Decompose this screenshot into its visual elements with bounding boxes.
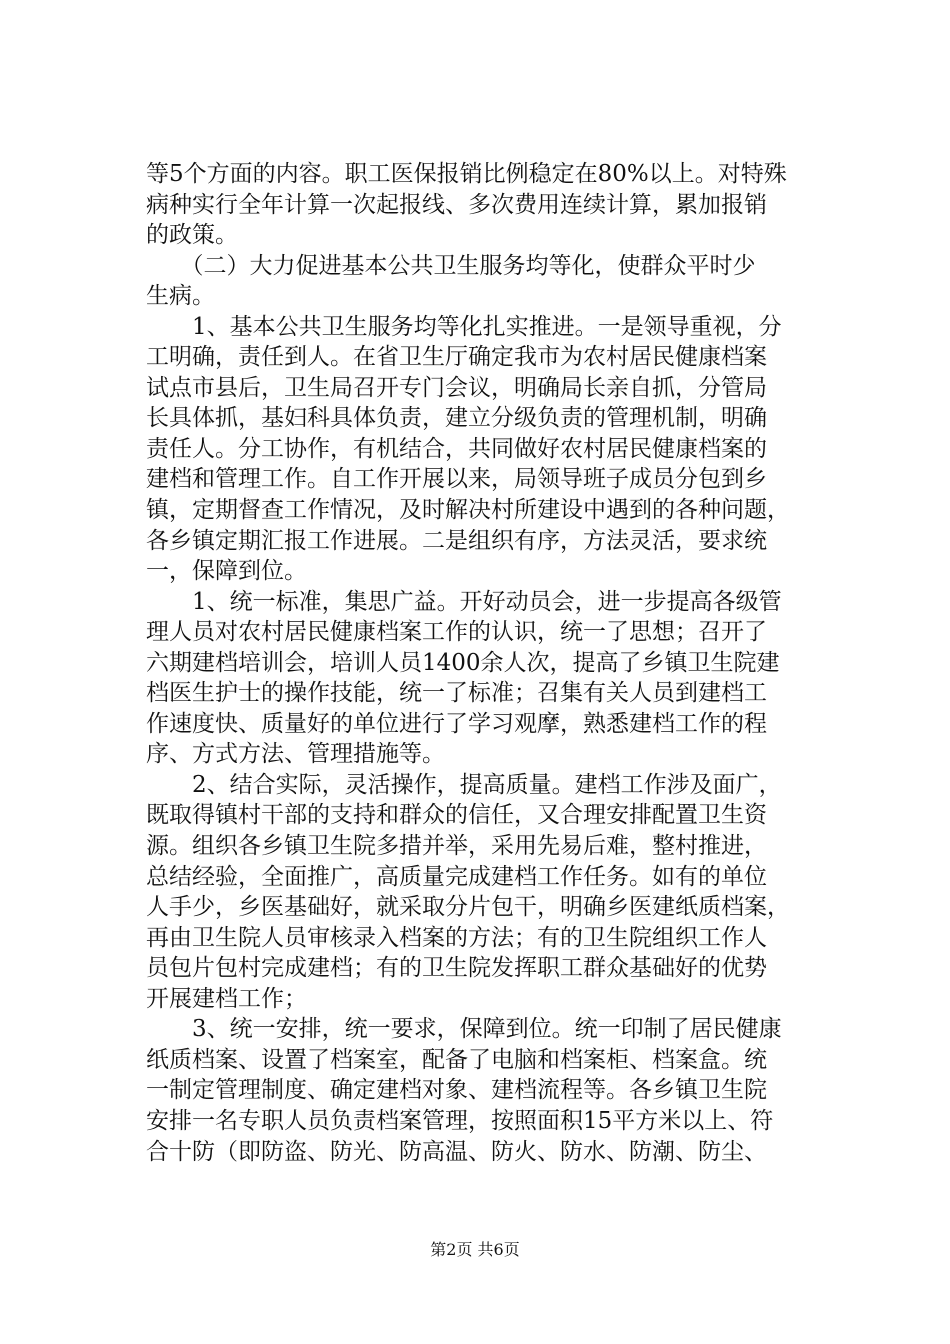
text-line: 1、统一标准，集思广益。开好动员会，进一步提高各级管 (146, 588, 782, 615)
text-line: 安排一名专职人员负责档案管理，按照面积15平方米以上、符 (146, 1107, 774, 1134)
text-line: 人手少，乡医基础好，就采取分片包干，明确乡医建纸质档案， (146, 894, 790, 921)
text-line: 既取得镇村干部的支持和群众的信任，又合理安排配置卫生资 (146, 802, 767, 829)
text-line: 员包片包村完成建档；有的卫生院发挥职工群众基础好的优势 (146, 955, 767, 982)
text-line: 的政策。 (146, 222, 238, 249)
text-line: 各乡镇定期汇报工作进展。二是组织有序，方法灵活，要求统 (146, 527, 767, 554)
text-line: 1、基本公共卫生服务均等化扎实推进。一是领导重视，分 (146, 313, 782, 340)
text-line: 源。组织各乡镇卫生院多措并举，采用先易后难，整村推进， (146, 833, 767, 860)
text-line: 开展建档工作； (146, 985, 307, 1012)
text-line: 病种实行全年计算一次起报线、多次费用连续计算，累加报销 (146, 191, 767, 218)
text-line: 3、统一安排，统一要求，保障到位。统一印制了居民健康 (146, 1016, 782, 1043)
document-body (146, 159, 816, 1167)
text-line: 工明确，责任到人。在省卫生厅确定我市为农村居民健康档案 (146, 344, 767, 371)
text-line: 总结经验，全面推广，高质量完成建档工作任务。如有的单位 (146, 863, 767, 890)
text-line: 长具体抓，基妇科具体负责，建立分级负责的管理机制，明确 (146, 405, 767, 432)
text-line: 六期建档培训会，培训人员1400余人次，提高了乡镇卫生院建 (146, 649, 780, 676)
text-line: 2、结合实际，灵活操作，提高质量。建档工作涉及面广， (146, 771, 782, 798)
text-line: 作速度快、质量好的单位进行了学习观摩，熟悉建档工作的程 (146, 710, 767, 737)
text-line: 一，保障到位。 (146, 558, 307, 585)
text-line: 合十防（即防盗、防光、防高温、防火、防水、防潮、防尘、 (146, 1138, 767, 1165)
text-line: 建档和管理工作。自工作开展以来，局领导班子成员分包到乡 (146, 466, 767, 493)
text-line: 等5个方面的内容。职工医保报销比例稳定在80%以上。对特殊 (146, 161, 787, 187)
text-line: 档医生护士的操作技能，统一了标准；召集有关人员到建档工 (146, 680, 767, 707)
text-line: 镇，定期督查工作情况，及时解决村所建设中遇到的各种问题， (146, 497, 790, 524)
text-line: （二）大力促进基本公共卫生服务均等化，使群众平时少 (146, 252, 756, 279)
text-line: 序、方式方法、管理措施等。 (146, 741, 445, 768)
page-footer: 第2页 共6页 (430, 1240, 520, 1259)
text-line: 生病。 (146, 283, 215, 310)
text-line: 责任人。分工协作，有机结合，共同做好农村居民健康档案的 (146, 435, 767, 462)
text-line: 再由卫生院人员审核录入档案的方法；有的卫生院组织工作人 (146, 924, 767, 951)
text-line: 理人员对农村居民健康档案工作的认识，统一了思想；召开了 (146, 619, 767, 646)
text-line: 纸质档案、设置了档案室，配备了电脑和档案柜、档案盒。统 (146, 1046, 767, 1073)
text-line: 一制定管理制度、确定建档对象、建档流程等。各乡镇卫生院 (146, 1077, 767, 1104)
text-line: 试点市县后，卫生局召开专门会议，明确局长亲自抓，分管局 (146, 374, 767, 401)
